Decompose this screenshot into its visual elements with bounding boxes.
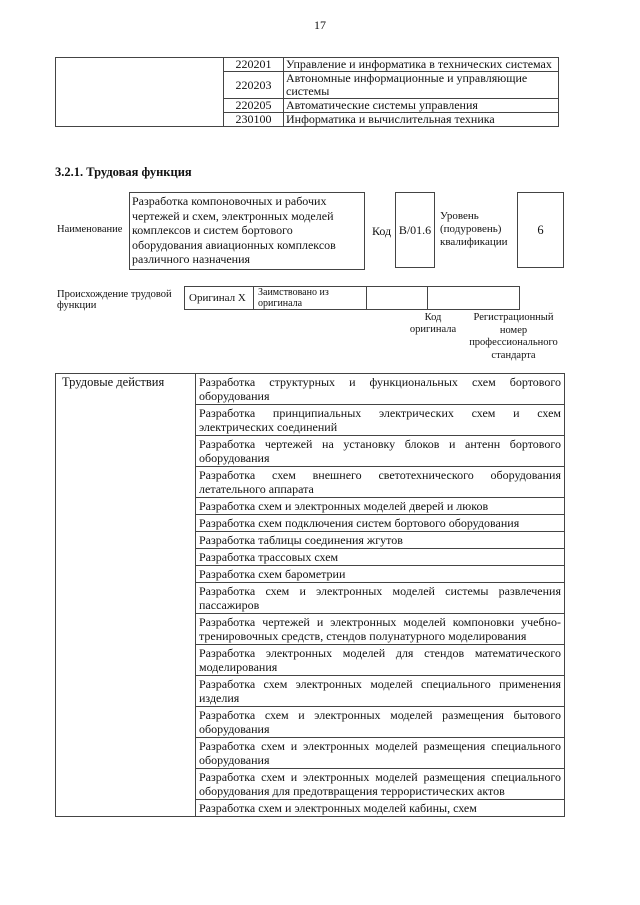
table-row (56, 58, 559, 72)
function-code: B/01.6 (395, 192, 435, 268)
specialty-cell: Управление и информатика в технических системах (284, 58, 559, 72)
original-code-cell (367, 287, 428, 310)
action-item: Разработка таблицы соединения жгутов (196, 532, 565, 549)
original-mark: X (237, 292, 246, 304)
function-name: Разработка компоновочных и рабочих чертежей и схем, электронных моделей комплексов и систем бортового оборудования авиационных комплексов различного назначения (129, 192, 365, 270)
action-item: Разработка схем и электронных моделей кабины, схем (196, 800, 565, 817)
code-cell: 220203 (224, 72, 284, 99)
actions-table (55, 373, 565, 817)
action-item: Разработка чертежей на установку блоков и антенн бортового оборудования (196, 436, 565, 467)
origin-table (184, 286, 520, 310)
level-label-line: Уровень (440, 210, 479, 222)
page-number: 17 (314, 18, 326, 32)
actions-body (56, 374, 565, 817)
original-code-caption: Код оригинала (409, 312, 457, 335)
origin-label: Происхождение трудовой функции (57, 289, 172, 311)
action-item: Разработка трассовых схем (196, 549, 565, 566)
level-label-line: квалификации (440, 236, 508, 248)
action-item: Разработка схем и электронных моделей размещения специального оборудования для предотвращения террористических актов (196, 769, 565, 800)
section-title: 3.2.1. Трудовая функция (55, 165, 192, 179)
specialty-cell: Информатика и вычислительная техника (284, 113, 559, 127)
action-item: Разработка схем электронных моделей специального применения изделия (196, 676, 565, 707)
codes-table (55, 57, 559, 127)
code-cell: 220205 (224, 99, 284, 113)
empty-cell (56, 58, 224, 127)
action-item: Разработка схем и электронных моделей размещения бытового оборудования (196, 707, 565, 738)
action-item: Разработка чертежей и электронных моделей компоновки учебно-тренировочных средств, стендов полунатурного моделирования (196, 614, 565, 645)
level-label (440, 210, 507, 249)
action-item: Разработка схем внешнего светотехнического оборудования летательного аппарата (196, 467, 565, 498)
action-item: Разработка схем подключения систем бортового оборудования (196, 515, 565, 532)
action-item: Разработка схем и электронных моделей дверей и люков (196, 498, 565, 515)
action-item: Разработка принципиальных электрических схем и схем электрических соединений (196, 405, 565, 436)
actions-label: Трудовые действия (56, 374, 196, 817)
name-label: Наименование (57, 224, 123, 235)
action-item: Разработка схем и электронных моделей системы развлечения пассажиров (196, 583, 565, 614)
qualification-level: 6 (517, 192, 564, 268)
specialty-cell: Автономные информационные и управляющие системы (284, 72, 559, 99)
action-item: Разработка схем и электронных моделей размещения специального оборудования (196, 738, 565, 769)
action-item: Разработка электронных моделей для стендов математического моделирования (196, 645, 565, 676)
action-item: Разработка схем барометрии (196, 566, 565, 583)
level-label-line: (подуровень) (440, 223, 502, 235)
original-cell (185, 287, 254, 310)
borrowed-cell: Заимствовано из оригинала (254, 287, 367, 310)
reg-number-caption: Регистрационный номер профессионального стандарта (469, 312, 558, 361)
original-label: Оригинал (189, 292, 236, 304)
code-cell: 230100 (224, 113, 284, 127)
reg-number-cell (428, 287, 520, 310)
table-row (56, 374, 565, 405)
table-row (185, 287, 520, 310)
code-label: Код (372, 224, 392, 238)
code-cell: 220201 (224, 58, 284, 72)
specialty-cell: Автоматические системы управления (284, 99, 559, 113)
action-item: Разработка структурных и функциональных схем бортового оборудования (196, 374, 565, 405)
